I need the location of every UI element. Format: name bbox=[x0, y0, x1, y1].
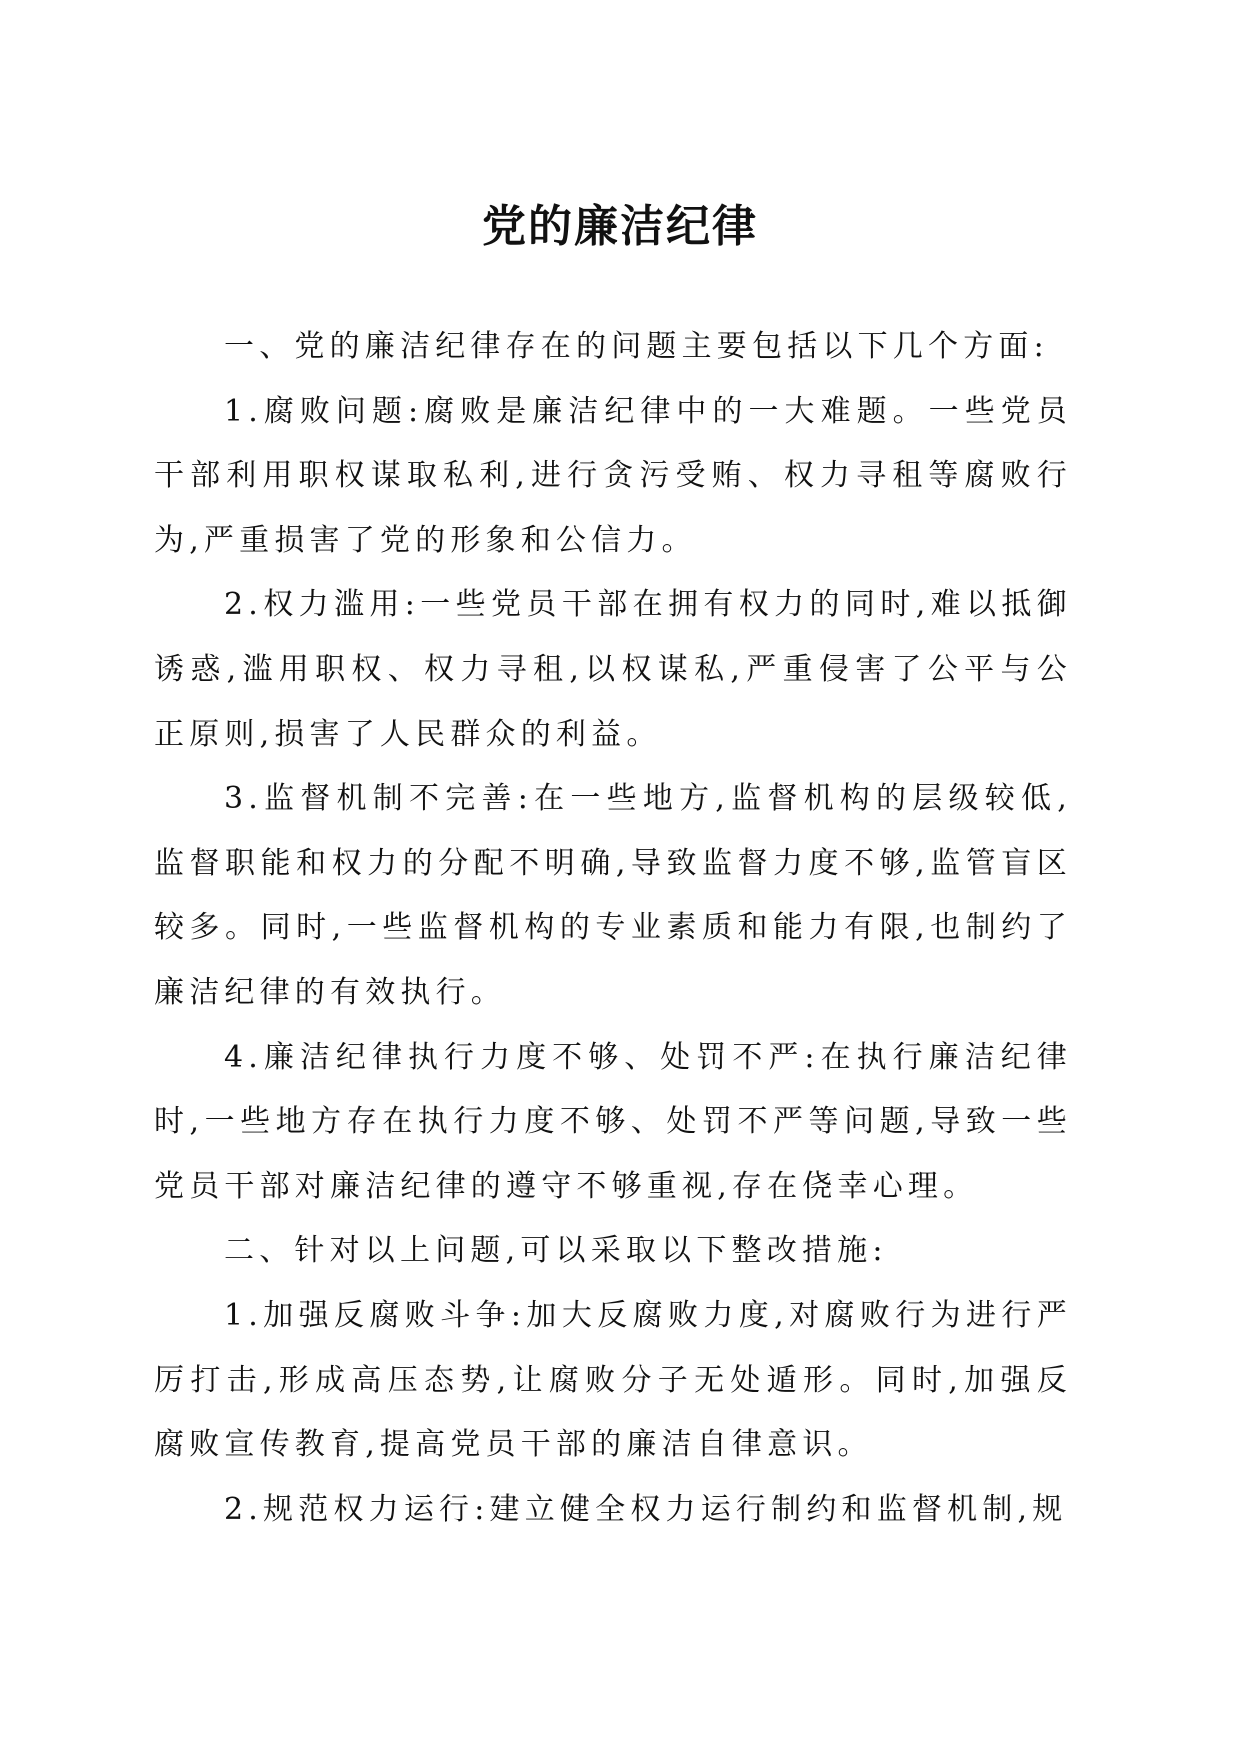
paragraph-power-abuse: 2.权力滥用:一些党员干部在拥有权力的同时,难以抵御诱惑,滥用职权、权力寻租,以权谋私,严重侵害了公平与公正原则,损害了人民群众的利益。 bbox=[154, 587, 1072, 752]
paragraph-regulate-power: 2.规范权力运行:建立健全权力运行制约和监督机制,规 bbox=[224, 1491, 1068, 1527]
paragraph-section-1-heading: 一、党的廉洁纪律存在的问题主要包括以下几个方面: bbox=[224, 329, 1049, 364]
paragraph-anti-corruption: 1.加强反腐败斗争:加大反腐败力度,对腐败行为进行严厉打击,形成高压态势,让腐败分子无处遁形。同时,加强反腐败宣传教育,提高党员干部的廉洁自律意识。 bbox=[154, 1297, 1072, 1463]
paragraph-section-2-heading: 二、针对以上问题,可以采取以下整改措施: bbox=[224, 1233, 888, 1269]
paragraph-supervision: 3.监督机制不完善:在一些地方,监督机构的层级较低,监督职能和权力的分配不明确,导致监督力度不够,监管盲区较多。同时,一些监督机构的专业素质和能力有限,也制约了廉洁纪律的有效执行。 bbox=[154, 781, 1072, 1010]
document-body bbox=[154, 315, 1072, 1542]
paragraph-enforcement: 4.廉洁纪律执行力度不够、处罚不严:在执行廉洁纪律时,一些地方存在执行力度不够、处罚不严等问题,导致一些党员干部对廉洁纪律的遵守不够重视,存在侥幸心理。 bbox=[154, 1039, 1072, 1204]
paragraph-corruption: 1.腐败问题:腐败是廉洁纪律中的一大难题。一些党员干部利用职权谋取私利,进行贪污受贿、权力寻租等腐败行为,严重损害了党的形象和公信力。 bbox=[154, 393, 1072, 558]
document-title: 党的廉洁纪律 bbox=[482, 201, 758, 253]
